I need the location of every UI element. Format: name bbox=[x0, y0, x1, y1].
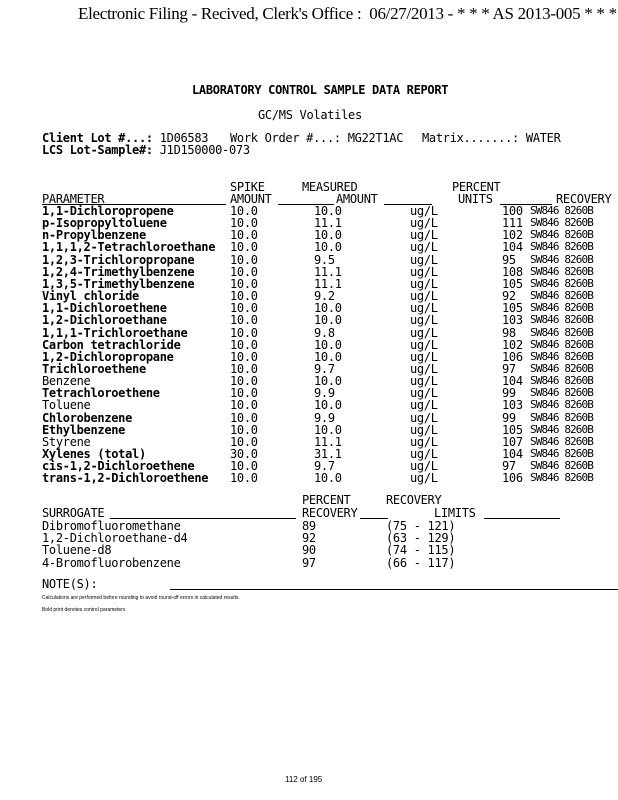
notes-label: NOTE(S): bbox=[42, 577, 98, 591]
spike-amount: 10.0 bbox=[230, 459, 258, 473]
measured-amount: 9.7 bbox=[314, 459, 335, 473]
measured-amount: 31.1 bbox=[314, 447, 342, 461]
percent-recovery: 105 bbox=[502, 301, 523, 315]
percent-recovery: 100 bbox=[502, 204, 523, 218]
parameter-name: Vinyl chloride bbox=[42, 289, 139, 303]
method: SW846 8260B bbox=[530, 277, 593, 290]
filing-header: Electronic Filing - Recived, Clerk's Office : 06/27/2013 - * * * AS 2013-005 * * * bbox=[78, 4, 617, 23]
spike-amount: 10.0 bbox=[230, 374, 258, 388]
units: ug/L bbox=[410, 277, 438, 291]
measured-amount: 10.0 bbox=[314, 374, 342, 388]
units: ug/L bbox=[410, 362, 438, 376]
units: ug/L bbox=[410, 398, 438, 412]
parameter-name: 1,2,4-Trimethylbenzene bbox=[42, 265, 195, 279]
spike-amount: 10.0 bbox=[230, 216, 258, 230]
percent-recovery: 99 bbox=[502, 411, 516, 425]
surrogate-recovery: 97 bbox=[302, 556, 316, 570]
percent-recovery: 103 bbox=[502, 313, 523, 327]
method: SW846 8260B bbox=[530, 289, 593, 302]
spike-amount: 10.0 bbox=[230, 471, 258, 485]
percent-recovery: 107 bbox=[502, 435, 523, 449]
surrogate-name: 1,2-Dichloroethane-d4 bbox=[42, 531, 188, 545]
spike-amount: 10.0 bbox=[230, 289, 258, 303]
parameter-name: p-Isopropyltoluene bbox=[42, 216, 167, 230]
units: ug/L bbox=[410, 435, 438, 449]
measured-amount: 10.0 bbox=[314, 423, 342, 437]
parameter-name: 1,2-Dichloropropane bbox=[42, 350, 174, 364]
parameter-name: 1,1,1,2-Tetrachloroethane bbox=[42, 240, 216, 254]
measured-amount: 9.2 bbox=[314, 289, 335, 303]
units: ug/L bbox=[410, 265, 438, 279]
rule-notes bbox=[170, 589, 618, 590]
spike-amount: 10.0 bbox=[230, 338, 258, 352]
percent-recovery: 92 bbox=[502, 289, 516, 303]
lcs-lot: LCS Lot-Sample#: J1D150000-073 bbox=[42, 143, 250, 157]
parameter-name: Trichloroethene bbox=[42, 362, 146, 376]
units: ug/L bbox=[410, 350, 438, 364]
parameter-name: Tetrachloroethene bbox=[42, 386, 160, 400]
surr-col-percent: PERCENT bbox=[302, 493, 351, 507]
units: ug/L bbox=[410, 313, 438, 327]
method: SW846 8260B bbox=[530, 216, 593, 229]
parameter-name: n-Propylbenzene bbox=[42, 228, 146, 242]
measured-amount: 9.9 bbox=[314, 386, 335, 400]
spike-amount: 10.0 bbox=[230, 411, 258, 425]
work-order: Work Order #...: MG22T1AC bbox=[230, 131, 404, 145]
measured-amount: 10.0 bbox=[314, 204, 342, 218]
spike-amount: 10.0 bbox=[230, 277, 258, 291]
measured-amount: 10.0 bbox=[314, 471, 342, 485]
method: SW846 8260B bbox=[530, 240, 593, 253]
page-number: 112 of 195 bbox=[285, 775, 323, 784]
spike-amount: 10.0 bbox=[230, 398, 258, 412]
parameter-name: Toluene bbox=[42, 398, 91, 412]
measured-amount: 10.0 bbox=[314, 301, 342, 315]
surr-col-limits: LIMITS bbox=[434, 506, 476, 520]
parameter-name: 1,1,1-Trichloroethane bbox=[42, 326, 188, 340]
col-parameter: PARAMETER bbox=[42, 192, 105, 206]
col-percent: PERCENT bbox=[452, 180, 501, 194]
measured-amount: 10.0 bbox=[314, 313, 342, 327]
spike-amount: 10.0 bbox=[230, 301, 258, 315]
spike-amount: 10.0 bbox=[230, 350, 258, 364]
method: SW846 8260B bbox=[530, 253, 593, 266]
report-subtitle: GC/MS Volatiles bbox=[258, 108, 362, 122]
percent-recovery: 98 bbox=[502, 326, 516, 340]
spike-amount: 10.0 bbox=[230, 423, 258, 437]
measured-amount: 11.1 bbox=[314, 277, 342, 291]
percent-recovery: 103 bbox=[502, 398, 523, 412]
units: ug/L bbox=[410, 289, 438, 303]
units: ug/L bbox=[410, 471, 438, 485]
parameter-name: Carbon tetrachloride bbox=[42, 338, 181, 352]
col-spike: SPIKE bbox=[230, 180, 265, 194]
method: SW846 8260B bbox=[530, 374, 593, 387]
method: SW846 8260B bbox=[530, 386, 593, 399]
spike-amount: 10.0 bbox=[230, 204, 258, 218]
units: ug/L bbox=[410, 447, 438, 461]
surrogate-limits: (74 - 115) bbox=[386, 543, 456, 557]
method: SW846 8260B bbox=[530, 398, 593, 411]
method: SW846 8260B bbox=[530, 204, 593, 217]
percent-recovery: 102 bbox=[502, 338, 523, 352]
parameter-name: Xylenes (total) bbox=[42, 447, 146, 461]
measured-amount: 9.8 bbox=[314, 326, 335, 340]
method: SW846 8260B bbox=[530, 228, 593, 241]
method: SW846 8260B bbox=[530, 423, 593, 436]
note-line-1: Calculations are performed before rounding to avoid round-off errors in calculated results. bbox=[42, 595, 240, 601]
col-measured-amount: AMOUNT bbox=[336, 192, 378, 206]
surrogate-name: Toluene-d8 bbox=[42, 543, 112, 557]
surrogate-recovery: 90 bbox=[302, 543, 316, 557]
percent-recovery: 105 bbox=[502, 423, 523, 437]
units: ug/L bbox=[410, 204, 438, 218]
client-lot-label: Client Lot #...: 1D06583 bbox=[42, 131, 209, 145]
parameter-name: Benzene bbox=[42, 374, 91, 388]
method: SW846 8260B bbox=[530, 313, 593, 326]
col-measured: MEASURED bbox=[302, 180, 358, 194]
col-amount: AMOUNT bbox=[230, 192, 272, 206]
percent-recovery: 106 bbox=[502, 471, 523, 485]
parameter-name: 1,2,3-Trichloropropane bbox=[42, 253, 195, 267]
units: ug/L bbox=[410, 338, 438, 352]
spike-amount: 30.0 bbox=[230, 447, 258, 461]
measured-amount: 9.7 bbox=[314, 362, 335, 376]
percent-recovery: 106 bbox=[502, 350, 523, 364]
spike-amount: 10.0 bbox=[230, 313, 258, 327]
parameter-name: 1,1-Dichloroethene bbox=[42, 301, 167, 315]
percent-recovery: 102 bbox=[502, 228, 523, 242]
units: ug/L bbox=[410, 374, 438, 388]
percent-recovery: 104 bbox=[502, 447, 523, 461]
rule-surr-recovery bbox=[360, 518, 388, 519]
percent-recovery: 104 bbox=[502, 240, 523, 254]
units: ug/L bbox=[410, 386, 438, 400]
measured-amount: 10.0 bbox=[314, 240, 342, 254]
percent-recovery: 104 bbox=[502, 374, 523, 388]
spike-amount: 10.0 bbox=[230, 228, 258, 242]
percent-recovery: 108 bbox=[502, 265, 523, 279]
measured-amount: 11.1 bbox=[314, 435, 342, 449]
units: ug/L bbox=[410, 216, 438, 230]
surrogate-recovery: 89 bbox=[302, 519, 316, 533]
method: SW846 8260B bbox=[530, 338, 593, 351]
surrogate-limits: (63 - 129) bbox=[386, 531, 456, 545]
measured-amount: 9.9 bbox=[314, 411, 335, 425]
measured-amount: 11.1 bbox=[314, 265, 342, 279]
surr-col-recovery2: RECOVERY bbox=[302, 506, 358, 520]
method: SW846 8260B bbox=[530, 350, 593, 363]
spike-amount: 10.0 bbox=[230, 265, 258, 279]
note-line-2: Bold print denotes control parameters bbox=[42, 607, 126, 613]
spike-amount: 10.0 bbox=[230, 326, 258, 340]
measured-amount: 11.1 bbox=[314, 216, 342, 230]
col-recovery: RECOVERY bbox=[556, 192, 612, 206]
units: ug/L bbox=[410, 253, 438, 267]
matrix: Matrix.......: WATER bbox=[422, 131, 561, 145]
percent-recovery: 97 bbox=[502, 362, 516, 376]
method: SW846 8260B bbox=[530, 265, 593, 278]
measured-amount: 10.0 bbox=[314, 228, 342, 242]
parameter-name: trans-1,2-Dichloroethene bbox=[42, 471, 209, 485]
units: ug/L bbox=[410, 326, 438, 340]
spike-amount: 10.0 bbox=[230, 435, 258, 449]
parameter-name: Ethylbenzene bbox=[42, 423, 126, 437]
col-units: UNITS bbox=[458, 192, 493, 206]
units: ug/L bbox=[410, 459, 438, 473]
spike-amount: 10.0 bbox=[230, 386, 258, 400]
parameter-name: 1,2-Dichloroethane bbox=[42, 313, 167, 327]
method: SW846 8260B bbox=[530, 301, 593, 314]
surrogate-recovery: 92 bbox=[302, 531, 316, 545]
method: SW846 8260B bbox=[530, 459, 593, 472]
percent-recovery: 99 bbox=[502, 386, 516, 400]
percent-recovery: 105 bbox=[502, 277, 523, 291]
method: SW846 8260B bbox=[530, 362, 593, 375]
units: ug/L bbox=[410, 423, 438, 437]
spike-amount: 10.0 bbox=[230, 253, 258, 267]
units: ug/L bbox=[410, 301, 438, 315]
percent-recovery: 95 bbox=[502, 253, 516, 267]
units: ug/L bbox=[410, 240, 438, 254]
parameter-name: Styrene bbox=[42, 435, 91, 449]
percent-recovery: 111 bbox=[502, 216, 523, 230]
measured-amount: 9.5 bbox=[314, 253, 335, 267]
method: SW846 8260B bbox=[530, 447, 593, 460]
rule-limits bbox=[484, 518, 560, 519]
parameter-name: 1,1-Dichloropropene bbox=[42, 204, 174, 218]
spike-amount: 10.0 bbox=[230, 362, 258, 376]
surrogate-name: 4-Bromofluorobenzene bbox=[42, 556, 181, 570]
units: ug/L bbox=[410, 228, 438, 242]
surr-col-surrogate: SURROGATE bbox=[42, 506, 105, 520]
percent-recovery: 97 bbox=[502, 459, 516, 473]
surrogate-name: Dibromofluoromethane bbox=[42, 519, 181, 533]
units: ug/L bbox=[410, 411, 438, 425]
measured-amount: 10.0 bbox=[314, 350, 342, 364]
method: SW846 8260B bbox=[530, 411, 593, 424]
measured-amount: 10.0 bbox=[314, 338, 342, 352]
parameter-name: Chlorobenzene bbox=[42, 411, 133, 425]
method: SW846 8260B bbox=[530, 326, 593, 339]
parameter-name: 1,3,5-Trimethylbenzene bbox=[42, 277, 195, 291]
report-title: LABORATORY CONTROL SAMPLE DATA REPORT bbox=[192, 83, 449, 97]
spike-amount: 10.0 bbox=[230, 240, 258, 254]
surrogate-limits: (66 - 117) bbox=[386, 556, 456, 570]
measured-amount: 10.0 bbox=[314, 398, 342, 412]
method: SW846 8260B bbox=[530, 471, 593, 484]
parameter-name: cis-1,2-Dichloroethene bbox=[42, 459, 195, 473]
surrogate-limits: (75 - 121) bbox=[386, 519, 456, 533]
surr-col-recovery: RECOVERY bbox=[386, 493, 442, 507]
method: SW846 8260B bbox=[530, 435, 593, 448]
